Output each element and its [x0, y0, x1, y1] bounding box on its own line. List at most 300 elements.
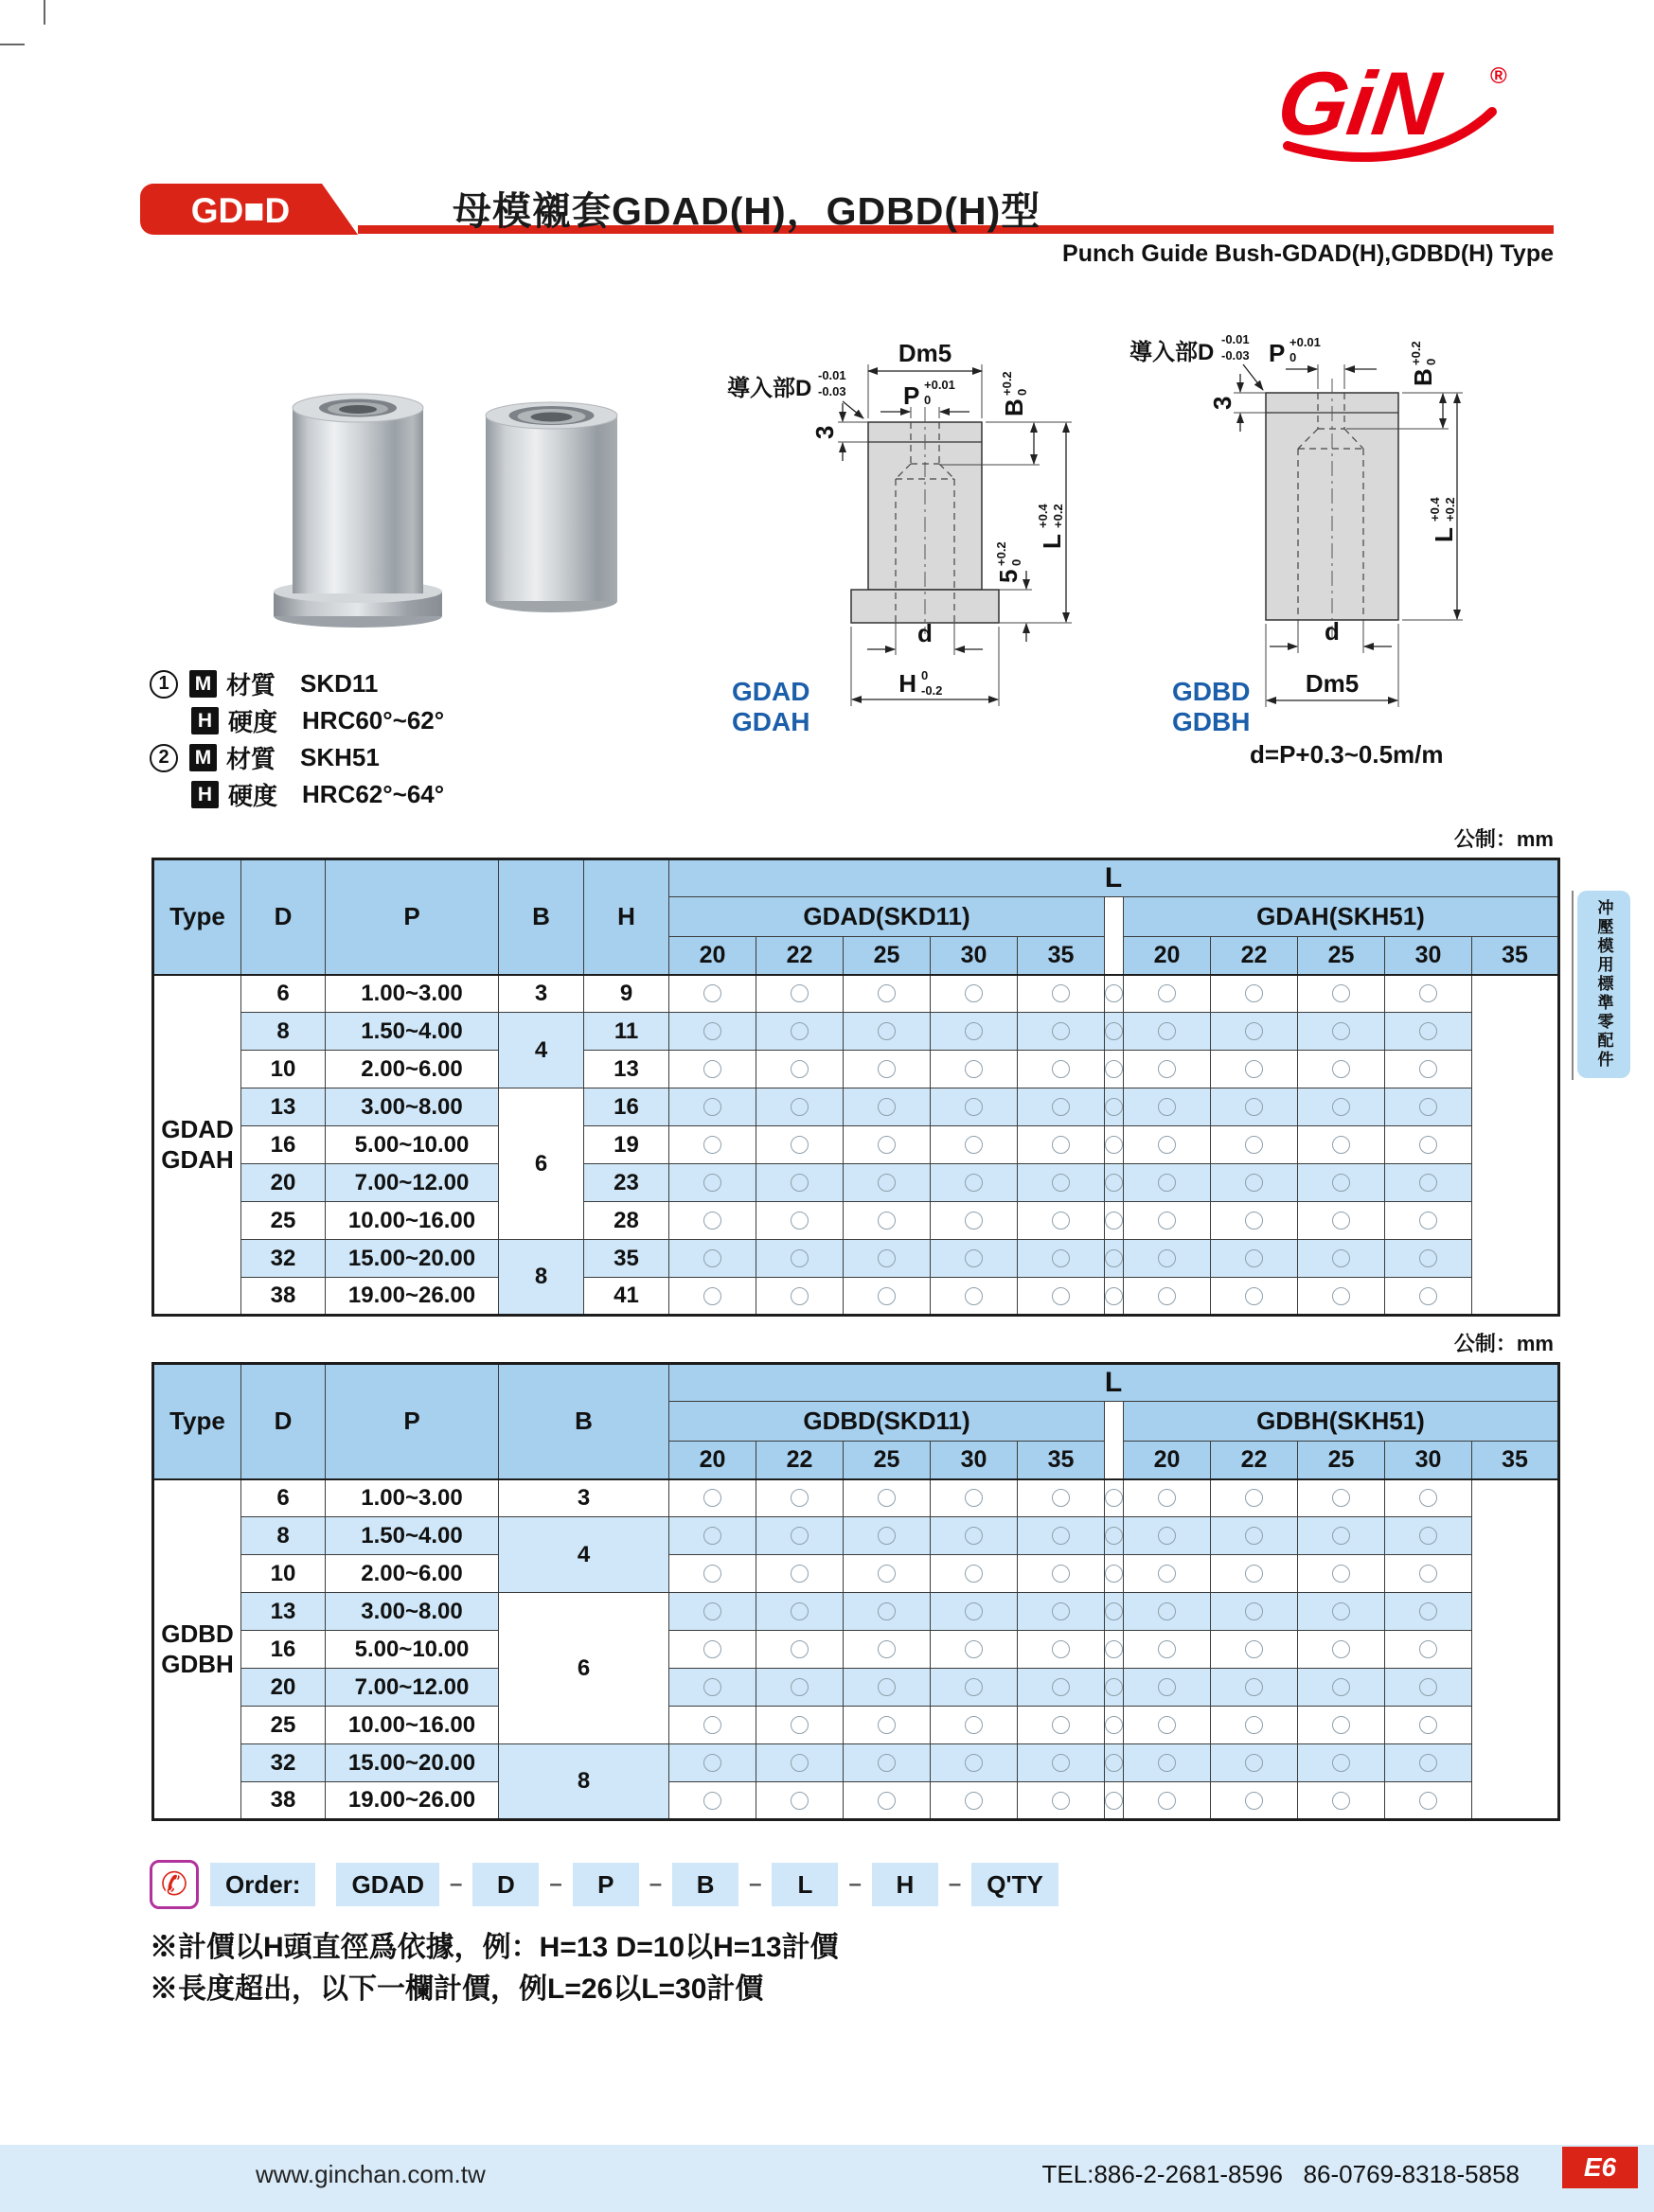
availability-circle — [1332, 1287, 1350, 1305]
size-header: 22 — [1211, 937, 1298, 975]
availability-circle — [1052, 1602, 1070, 1620]
p-tol-bottom: 0 — [1289, 350, 1297, 364]
cell-l-availability — [1124, 975, 1211, 1013]
cell-l-availability — [931, 1593, 1018, 1631]
availability-circle — [791, 1022, 809, 1040]
cell-d: 20 — [241, 1669, 326, 1707]
availability-circle — [1419, 1602, 1437, 1620]
cell-h: 9 — [584, 975, 669, 1013]
cell-l-availability — [931, 1782, 1018, 1820]
availability-circle — [1052, 1754, 1070, 1772]
phone-icon — [150, 1860, 199, 1909]
cell-l-availability — [1211, 1202, 1298, 1240]
cell-l-availability — [931, 1164, 1018, 1202]
availability-circle — [878, 984, 896, 1002]
availability-circle — [1052, 1640, 1070, 1658]
cell-l-availability — [1211, 1479, 1298, 1517]
availability-circle — [965, 1527, 983, 1545]
header-d: D — [241, 1364, 326, 1479]
l-tol-bottom: +0.2 — [1051, 504, 1065, 528]
availability-circle — [1105, 1565, 1123, 1583]
cell-h: 23 — [584, 1164, 669, 1202]
availability-circle — [1332, 1602, 1350, 1620]
cell-b: 4 — [499, 1013, 584, 1088]
availability-circle — [1332, 1098, 1350, 1116]
order-separator: – — [549, 1871, 562, 1897]
cell-l-availability — [1385, 1088, 1472, 1126]
availability-circle — [1158, 1098, 1176, 1116]
availability-circle — [878, 1792, 896, 1810]
cell-l-availability — [931, 1707, 1018, 1744]
availability-circle — [1158, 1212, 1176, 1230]
gdbd-technical-drawing — [1108, 312, 1515, 776]
cell-l-availability — [669, 1051, 756, 1088]
availability-circle — [1245, 1678, 1263, 1696]
order-part-b: B — [672, 1863, 738, 1906]
cell-l-availability — [1298, 1240, 1385, 1278]
availability-circle — [1245, 1136, 1263, 1154]
cell-l-availability — [1211, 1517, 1298, 1555]
cell-l-availability — [669, 1240, 756, 1278]
order-part-l: L — [772, 1863, 838, 1906]
side-category-tab[interactable] — [1577, 891, 1630, 1078]
availability-circle — [1158, 1287, 1176, 1305]
cell-d: 13 — [241, 1593, 326, 1631]
cell-l-availability — [1018, 1126, 1105, 1164]
table-row — [153, 1240, 1559, 1278]
cell-l-availability — [1298, 1782, 1385, 1820]
cell-l-availability — [1385, 1555, 1472, 1593]
cell-l-availability — [669, 1593, 756, 1631]
availability-circle — [1105, 1792, 1123, 1810]
b-tol-top: +0.2 — [1000, 371, 1014, 396]
drawing-name-gdbd: GDBD — [1172, 677, 1251, 706]
availability-circle — [1332, 1060, 1350, 1078]
cell-l-availability — [844, 1051, 931, 1088]
spec-row — [150, 702, 444, 739]
availability-circle — [791, 1098, 809, 1116]
cell-l-availability — [669, 1088, 756, 1126]
cell-l-availability — [1385, 1744, 1472, 1782]
cell-l-availability — [1124, 1555, 1211, 1593]
cell-l-availability — [756, 1782, 844, 1820]
dim-label-b: B — [1000, 398, 1028, 416]
order-parts — [336, 1863, 1058, 1906]
cell-b: 3 — [499, 975, 584, 1013]
table-row — [153, 1479, 1559, 1517]
table-row — [153, 1631, 1559, 1669]
cell-d: 38 — [241, 1278, 326, 1316]
group-header-skd11: GDBD(SKD11) — [669, 1402, 1105, 1442]
availability-circle — [791, 1678, 809, 1696]
group-header-skh51: GDBH(SKH51) — [1124, 1402, 1559, 1442]
availability-circle — [878, 1602, 896, 1620]
section-badge — [140, 184, 371, 235]
availability-circle — [1105, 984, 1123, 1002]
five-tol-bottom: 0 — [1009, 558, 1023, 566]
availability-circle — [878, 1287, 896, 1305]
cell-l-availability — [1105, 1240, 1124, 1278]
gdad-technical-drawing — [701, 312, 1098, 738]
cell-l-availability — [669, 1669, 756, 1707]
cell-l-availability — [844, 1631, 931, 1669]
availability-circle — [1332, 1174, 1350, 1192]
cell-l-availability — [669, 1479, 756, 1517]
cell-h: 19 — [584, 1126, 669, 1164]
header-l: L — [669, 1364, 1559, 1402]
availability-circle — [1332, 1136, 1350, 1154]
header-type: Type — [153, 1364, 241, 1479]
cell-l-availability — [1105, 1669, 1124, 1707]
cell-h: 11 — [584, 1013, 669, 1051]
availability-circle — [703, 1527, 721, 1545]
availability-circle — [1332, 1565, 1350, 1583]
header-b: B — [499, 859, 584, 975]
cell-d: 8 — [241, 1013, 326, 1051]
cell-l-availability — [756, 1479, 844, 1517]
material-label: 材質 — [226, 745, 276, 773]
cell-l-availability — [1211, 1782, 1298, 1820]
hardness-value: HRC60°~62° — [302, 706, 445, 734]
availability-circle — [878, 1640, 896, 1658]
cell-l-availability — [1298, 1707, 1385, 1744]
cell-l-availability — [1018, 1240, 1105, 1278]
availability-circle — [703, 984, 721, 1002]
availability-circle — [1332, 1640, 1350, 1658]
cell-l-availability — [1298, 975, 1385, 1013]
spec-table — [151, 1362, 1560, 1821]
availability-circle — [703, 1060, 721, 1078]
availability-circle — [1158, 1716, 1176, 1734]
hardness-value: HRC62°~64° — [302, 780, 445, 808]
header-p: P — [326, 1364, 499, 1479]
cell-p: 5.00~10.00 — [326, 1126, 499, 1164]
cell-h: 41 — [584, 1278, 669, 1316]
availability-circle — [703, 1678, 721, 1696]
size-header: 35 — [1018, 1442, 1105, 1479]
cell-l-availability — [1385, 1479, 1472, 1517]
table-row — [153, 1202, 1559, 1240]
spec-number-circle: 2 — [150, 744, 178, 772]
phone-glyph-icon: ✆ — [160, 1867, 188, 1902]
cell-d: 10 — [241, 1051, 326, 1088]
lead-tol-bottom: -0.03 — [818, 384, 846, 398]
cell-l-availability — [1018, 1479, 1105, 1517]
cell-l-availability — [1018, 1088, 1105, 1126]
cell-l-availability — [1211, 1631, 1298, 1669]
cell-l-availability — [1298, 1593, 1385, 1631]
cell-l-availability — [1124, 1517, 1211, 1555]
cell-l-availability — [1124, 1707, 1211, 1744]
cell-l-availability — [1018, 1555, 1105, 1593]
table-row — [153, 1164, 1559, 1202]
cell-l-availability — [1105, 1013, 1124, 1051]
cell-l-availability — [1105, 1088, 1124, 1126]
cell-l-availability — [1124, 1631, 1211, 1669]
availability-circle — [1245, 1602, 1263, 1620]
cell-l-availability — [1385, 1517, 1472, 1555]
cell-l-availability — [756, 1593, 844, 1631]
page-subtitle-en: Punch Guide Bush-GDAD(H),GDBD(H) Type — [1062, 240, 1554, 267]
cell-l-availability — [844, 1593, 931, 1631]
footer-website-link[interactable]: www.ginchan.com.tw — [256, 2160, 486, 2188]
availability-circle — [1052, 984, 1070, 1002]
cell-l-availability — [1211, 1126, 1298, 1164]
availability-circle — [878, 1060, 896, 1078]
availability-circle — [1419, 1287, 1437, 1305]
cell-l-availability — [1105, 1202, 1124, 1240]
size-header: 30 — [1385, 1442, 1472, 1479]
availability-circle — [1332, 1022, 1350, 1040]
header-h: H — [584, 859, 669, 975]
cell-l-availability — [1105, 1051, 1124, 1088]
side-tab-label: 冲壓模用標準零配件 — [1594, 899, 1613, 1070]
table-row — [153, 1744, 1559, 1782]
cell-l-availability — [1124, 1278, 1211, 1316]
cell-l-availability — [756, 975, 844, 1013]
cell-d: 32 — [241, 1240, 326, 1278]
availability-circle — [1158, 1174, 1176, 1192]
order-part-qty: Q'TY — [971, 1863, 1058, 1906]
cell-p: 5.00~10.00 — [326, 1631, 499, 1669]
cell-l-availability — [756, 1669, 844, 1707]
dim-label-p: P — [903, 381, 920, 410]
size-header: 22 — [1211, 1442, 1298, 1479]
order-format-row — [150, 1859, 1058, 1910]
drawing-name-gdah: GDAH — [732, 707, 810, 736]
registered-mark-icon: ® — [1490, 63, 1507, 89]
table-row — [153, 1051, 1559, 1088]
cell-b: 6 — [499, 1088, 584, 1240]
dim-label-h: H — [898, 669, 916, 698]
availability-circle — [1245, 1060, 1263, 1078]
cell-l-availability — [1298, 1164, 1385, 1202]
hardness-label: 硬度 — [228, 782, 278, 810]
gdad-size-table — [151, 858, 1560, 1317]
availability-circle — [791, 1212, 809, 1230]
availability-circle — [1245, 1022, 1263, 1040]
availability-circle — [965, 1022, 983, 1040]
material-badge-icon: M — [189, 744, 217, 771]
cell-l-availability — [931, 1278, 1018, 1316]
availability-circle — [791, 1602, 809, 1620]
availability-circle — [791, 1716, 809, 1734]
cell-l-availability — [1124, 1088, 1211, 1126]
p-tol-top: +0.01 — [924, 378, 955, 392]
cell-p: 1.00~3.00 — [326, 975, 499, 1013]
lead-tol-bottom: -0.03 — [1221, 348, 1250, 363]
cell-p: 10.00~16.00 — [326, 1707, 499, 1744]
availability-circle — [1105, 1754, 1123, 1772]
cell-l-availability — [931, 975, 1018, 1013]
order-part-d: D — [472, 1863, 539, 1906]
cell-l-availability — [1018, 1669, 1105, 1707]
availability-circle — [878, 1716, 896, 1734]
cell-l-availability — [669, 1164, 756, 1202]
availability-circle — [1158, 1527, 1176, 1545]
availability-circle — [965, 984, 983, 1002]
availability-circle — [1419, 1527, 1437, 1545]
availability-circle — [1052, 1489, 1070, 1507]
availability-circle — [1419, 1212, 1437, 1230]
cell-l-availability — [1124, 1669, 1211, 1707]
cell-l-availability — [1018, 975, 1105, 1013]
cell-l-availability — [1385, 1240, 1472, 1278]
cell-l-availability — [844, 1126, 931, 1164]
availability-circle — [965, 1098, 983, 1116]
availability-circle — [965, 1792, 983, 1810]
cell-l-availability — [1105, 1744, 1124, 1782]
cell-b: 3 — [499, 1479, 669, 1517]
group-gap-column — [1105, 1402, 1124, 1479]
availability-circle — [1052, 1098, 1070, 1116]
cell-l-availability — [1018, 1631, 1105, 1669]
cell-l-availability — [669, 1013, 756, 1051]
cell-l-availability — [844, 1202, 931, 1240]
availability-circle — [878, 1249, 896, 1267]
availability-circle — [703, 1249, 721, 1267]
spec-row — [150, 776, 444, 813]
availability-circle — [1245, 1565, 1263, 1583]
gdbd-size-table — [151, 1362, 1560, 1821]
availability-circle — [1419, 1565, 1437, 1583]
cell-l-availability — [1385, 1669, 1472, 1707]
availability-circle — [791, 1489, 809, 1507]
table-row — [153, 1517, 1559, 1555]
cell-l-availability — [1105, 1278, 1124, 1316]
spec-row — [150, 739, 444, 776]
cell-l-availability — [1018, 1164, 1105, 1202]
cell-l-availability — [1298, 1669, 1385, 1707]
cell-l-availability — [1018, 1202, 1105, 1240]
availability-circle — [1245, 1716, 1263, 1734]
group-header-skh51: GDAH(SKH51) — [1124, 897, 1559, 937]
b-tol-bottom: 0 — [1015, 388, 1029, 396]
header-b: B — [499, 1364, 669, 1479]
availability-circle — [703, 1754, 721, 1772]
size-header: 20 — [669, 1442, 756, 1479]
availability-circle — [791, 1136, 809, 1154]
cell-l-availability — [931, 1240, 1018, 1278]
cell-l-availability — [844, 1164, 931, 1202]
cell-l-availability — [756, 1240, 844, 1278]
cell-l-availability — [756, 1202, 844, 1240]
cell-l-availability — [844, 1782, 931, 1820]
availability-circle — [1052, 1527, 1070, 1545]
availability-circle — [965, 1640, 983, 1658]
cell-l-availability — [1124, 1126, 1211, 1164]
cell-l-availability — [1385, 1051, 1472, 1088]
material-value: SKH51 — [300, 743, 380, 771]
material-label: 材質 — [226, 671, 276, 699]
availability-circle — [1245, 984, 1263, 1002]
cell-l-availability — [1298, 1278, 1385, 1316]
cell-l-availability — [844, 1669, 931, 1707]
cell-l-availability — [844, 1013, 931, 1051]
cell-d: 8 — [241, 1517, 326, 1555]
cell-l-availability — [1211, 1164, 1298, 1202]
cell-p: 15.00~20.00 — [326, 1744, 499, 1782]
size-header: 20 — [669, 937, 756, 975]
gin-logo-text: GiN — [1272, 54, 1446, 154]
availability-circle — [1332, 1754, 1350, 1772]
size-header: 30 — [931, 937, 1018, 975]
cell-l-availability — [1018, 1013, 1105, 1051]
spec-number-circle: 1 — [150, 670, 178, 699]
size-header: 20 — [1124, 1442, 1211, 1479]
b-tol-bottom: 0 — [1424, 358, 1438, 365]
cell-d: 13 — [241, 1088, 326, 1126]
availability-circle — [878, 1678, 896, 1696]
cell-l-availability — [1385, 1013, 1472, 1051]
header-type: Type — [153, 859, 241, 975]
availability-circle — [703, 1489, 721, 1507]
availability-circle — [791, 1060, 809, 1078]
cell-l-availability — [1018, 1707, 1105, 1744]
availability-circle — [965, 1136, 983, 1154]
lead-tol-top: -0.01 — [1221, 332, 1250, 346]
b-tol-top: +0.2 — [1409, 341, 1423, 365]
hardness-badge-icon: H — [191, 781, 219, 808]
availability-circle — [1105, 1249, 1123, 1267]
cell-l-availability — [1105, 1164, 1124, 1202]
availability-circle — [1419, 1792, 1437, 1810]
availability-circle — [1158, 1640, 1176, 1658]
cell-l-availability — [931, 1669, 1018, 1707]
order-part-h: H — [872, 1863, 938, 1906]
cell-l-availability — [1105, 1126, 1124, 1164]
cell-l-availability — [931, 1517, 1018, 1555]
availability-circle — [1332, 1527, 1350, 1545]
section-badge-text: GD■D — [190, 191, 291, 230]
dim-label-l: L — [1430, 527, 1458, 542]
order-separator: – — [948, 1871, 962, 1897]
p-tol-bottom: 0 — [924, 393, 932, 407]
availability-circle — [1052, 1060, 1070, 1078]
cell-l-availability — [1385, 1593, 1472, 1631]
page-code-badge: E6 — [1562, 2147, 1638, 2188]
cell-l-availability — [931, 1744, 1018, 1782]
availability-circle — [1419, 984, 1437, 1002]
hardness-badge-icon: H — [191, 707, 219, 734]
cell-p: 3.00~8.00 — [326, 1088, 499, 1126]
availability-circle — [1105, 1640, 1123, 1658]
cell-l-availability — [1211, 1555, 1298, 1593]
availability-circle — [878, 1527, 896, 1545]
cell-b: 8 — [499, 1240, 584, 1316]
cell-l-availability — [1105, 1517, 1124, 1555]
availability-circle — [1158, 1792, 1176, 1810]
unit-label: 公制：mm — [1453, 1332, 1554, 1355]
cell-l-availability — [1211, 975, 1298, 1013]
cell-l-availability — [1385, 1782, 1472, 1820]
availability-circle — [965, 1565, 983, 1583]
availability-circle — [1419, 1249, 1437, 1267]
cell-l-availability — [844, 1278, 931, 1316]
table-row — [153, 1555, 1559, 1593]
lead-tol-top: -0.01 — [818, 368, 846, 382]
availability-circle — [1158, 1060, 1176, 1078]
availability-circle — [1158, 1249, 1176, 1267]
cell-l-availability — [1105, 1479, 1124, 1517]
availability-circle — [1419, 1489, 1437, 1507]
dim-label-lead-in: 導入部D — [1129, 340, 1215, 365]
h-tol-top: 0 — [921, 668, 929, 682]
cell-p: 2.00~6.00 — [326, 1555, 499, 1593]
cell-l-availability — [669, 1278, 756, 1316]
availability-circle — [1158, 1136, 1176, 1154]
dim-label-3: 3 — [1208, 396, 1236, 410]
